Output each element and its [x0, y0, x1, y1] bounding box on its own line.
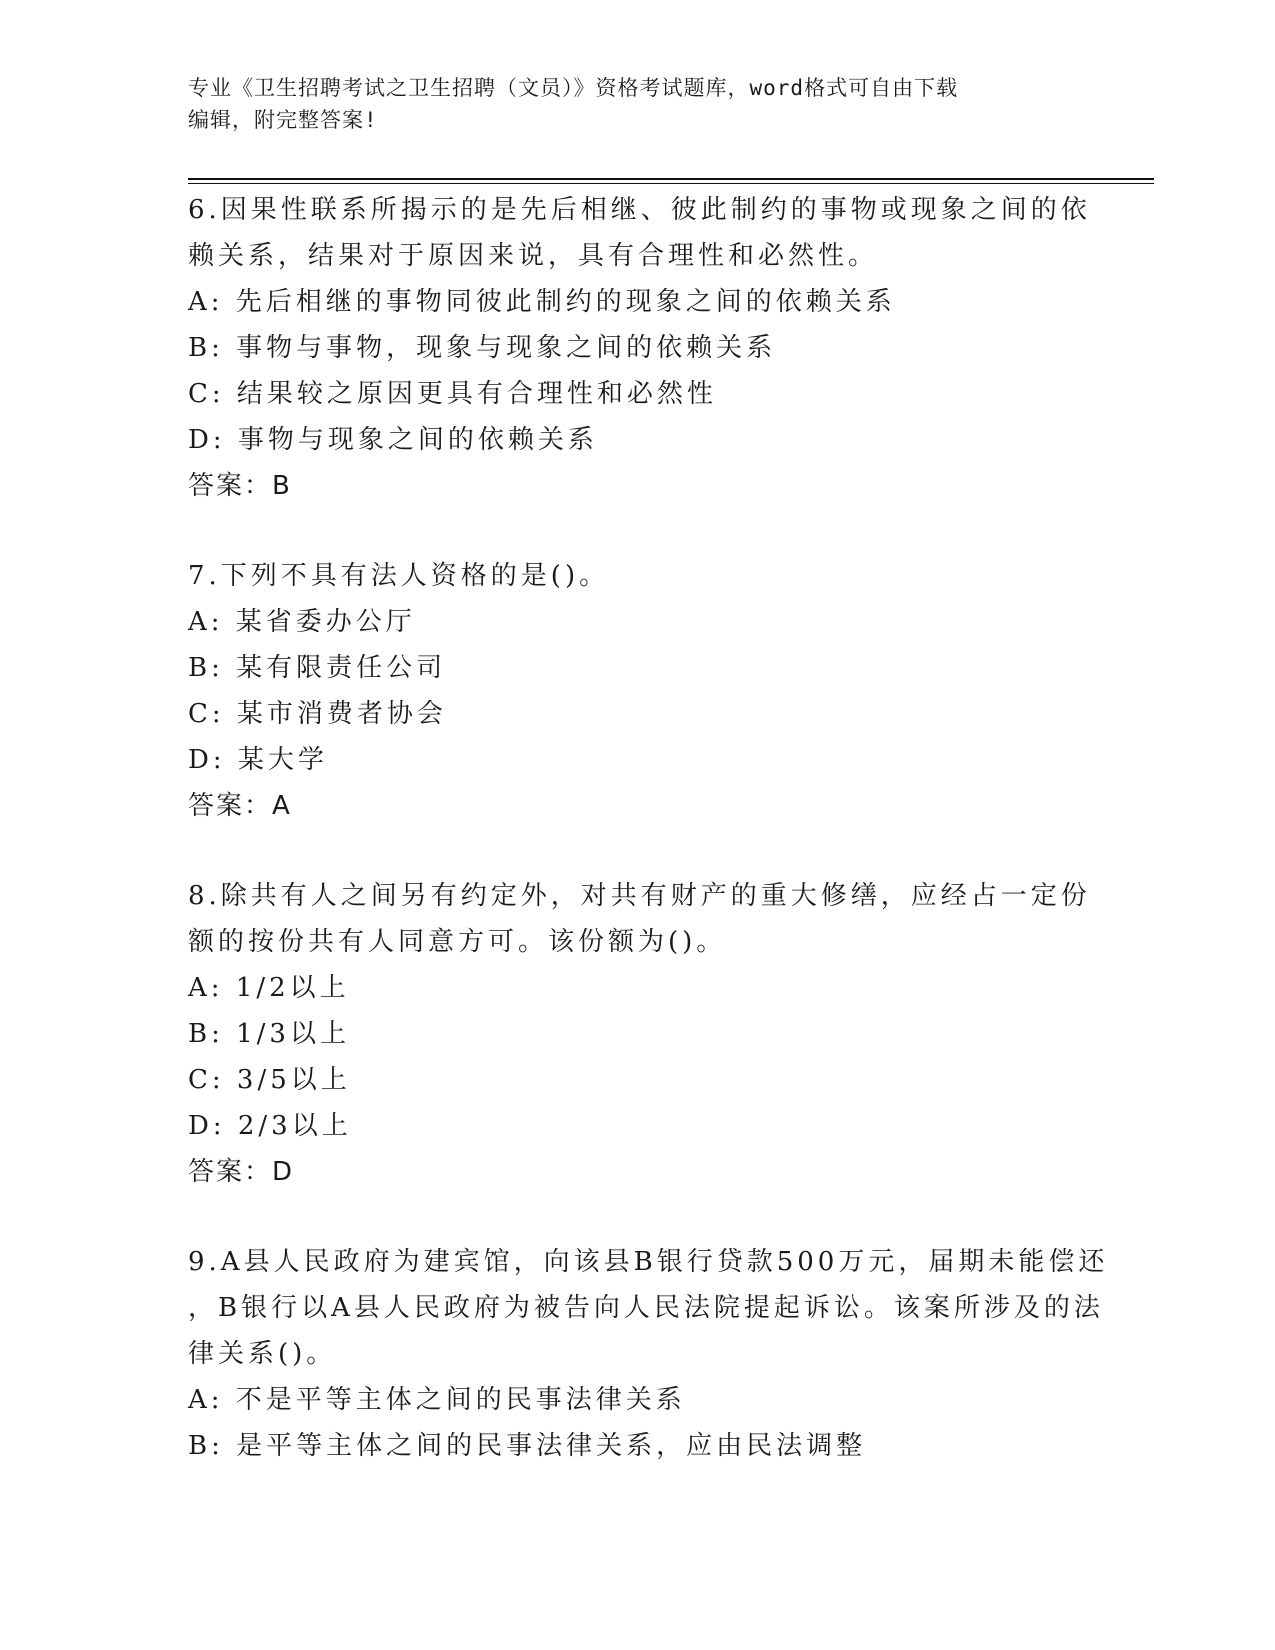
option-c: C: 3/5以上	[188, 1065, 351, 1095]
option-a: A: 先后相继的事物同彼此制约的现象之间的依赖关系	[188, 287, 896, 317]
option-a: A: 1/2以上	[188, 973, 350, 1003]
stem-line: 9.A县人民政府为建宾馆，向该县B银行贷款500万元，届期未能偿还	[188, 1247, 1109, 1277]
header-line-1: 专业《卫生招聘考试之卫生招聘（文员）》资格考试题库，word格式可自由下载	[188, 76, 959, 100]
option-b: B: 事物与事物，现象与现象之间的依赖关系	[188, 333, 777, 363]
stem-line: 额的按份共有人同意方可。该份额为()。	[188, 927, 727, 957]
option-d: D: 事物与现象之间的依赖关系	[188, 425, 598, 455]
option-a: A: 某省委办公厅	[188, 607, 416, 637]
answer-line: 答案：B	[188, 471, 292, 501]
document-header	[188, 72, 1088, 136]
option-d: D: 2/3以上	[188, 1111, 352, 1141]
stem-line: 7.下列不具有法人资格的是()。	[188, 561, 610, 591]
option-b: B: 是平等主体之间的民事法律关系，应由民法调整	[188, 1431, 867, 1461]
stem-line: 6.因果性联系所揭示的是先后相继、彼此制约的事物或现象之间的依	[188, 195, 1091, 225]
question-7	[188, 553, 1088, 829]
question-list	[188, 187, 1109, 1469]
question-6	[188, 187, 1091, 509]
stem-line: ，B银行以A县人民政府为被告向人民法院提起诉讼。该案所涉及的法	[188, 1293, 1104, 1323]
option-b: B: 某有限责任公司	[188, 653, 447, 683]
stem-line: 赖关系，结果对于原因来说，具有合理性和必然性。	[188, 241, 879, 271]
header-line-2: 编辑，附完整答案!	[188, 108, 378, 132]
question-8	[188, 873, 1091, 1195]
answer-line: 答案：A	[188, 791, 292, 821]
option-c: C: 某市消费者协会	[188, 699, 447, 729]
answer-line: 答案：D	[188, 1157, 295, 1187]
question-stem	[188, 1239, 1109, 1377]
option-c: C: 结果较之原因更具有合理性和必然性	[188, 379, 717, 409]
question-stem	[188, 187, 1091, 279]
stem-line: 8.除共有人之间另有约定外，对共有财产的重大修缮，应经占一定份	[188, 881, 1091, 911]
header-divider-thick	[188, 178, 1154, 180]
stem-line: 律关系()。	[188, 1339, 337, 1369]
header-divider-thin	[188, 183, 1154, 184]
option-a: A: 不是平等主体之间的民事法律关系	[188, 1385, 686, 1415]
question-9	[188, 1239, 1109, 1469]
option-b: B: 1/3以上	[188, 1019, 350, 1049]
question-stem	[188, 873, 1091, 965]
question-stem	[188, 553, 1088, 599]
option-d: D: 某大学	[188, 745, 328, 775]
